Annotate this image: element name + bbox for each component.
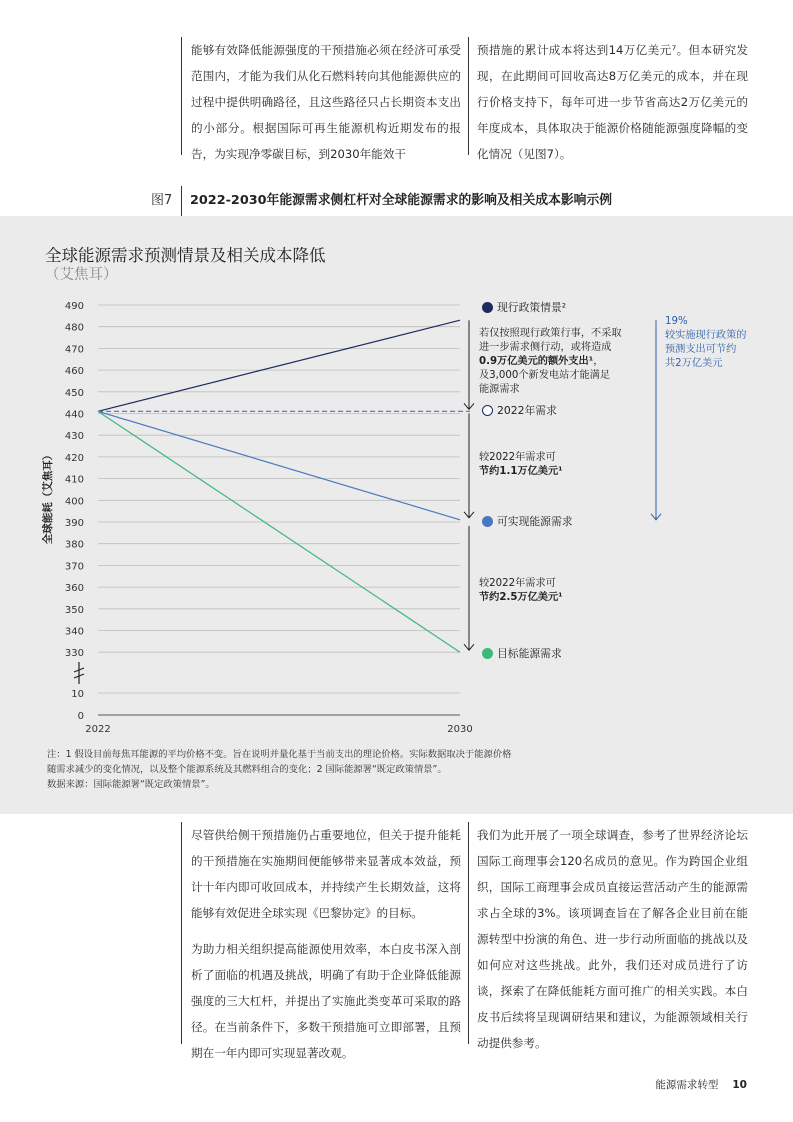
y-tick-410: 410 [64, 474, 84, 486]
policy-note-line-5: 能源需求 [479, 384, 520, 395]
legend-achievable-demand [482, 514, 573, 529]
y-tick-340: 340 [64, 626, 84, 638]
side-savings-note [665, 315, 747, 371]
y-tick-420: 420 [64, 452, 84, 464]
axis-break-icon [74, 662, 84, 684]
page-footer [655, 1077, 747, 1092]
low-savings-note [479, 577, 563, 605]
legend-label-achievable-demand: 可实现能源需求 [497, 515, 573, 528]
low-note-line: 较2022年需求可 [479, 578, 556, 589]
note-line-3: 数据来源：国际能源署“既定政策情景”。 [47, 779, 215, 790]
y-tick-480: 480 [64, 322, 84, 334]
policy-note-line-1: 若仅按照现行政策行事，不采取 [479, 328, 622, 339]
figure-title-rule [181, 186, 182, 216]
top-left-paragraph: 能够有效降低能源强度的干预措施必须在经济可承受范围内，才能为我们从化石燃料转向其他能源供应的过程中提供明确路径，且这些路径只占长期资本支出的小部分。根据国际可再生能源机构近期发布的报告，为实现净零碳目标，到2030年能效干 [191, 43, 461, 161]
figure-label: 图7 [151, 193, 173, 208]
y-tick-490: 490 [64, 301, 84, 312]
y-tick-400: 400 [64, 496, 84, 508]
mid-note-line: 较2022年需求可 [479, 452, 556, 463]
legend-dot-achievable-demand [482, 516, 493, 527]
y-tick-440: 440 [64, 409, 84, 421]
bottom-left-paragraph-1: 尽管供给侧干预措施仍占重要地位，但关于提升能耗的干预措施在实施期间便能够带来显著成本效益，预计十年内即可收回成本，并持续产生长期效益，这将能够有效促进全球实现《巴黎协定》的目标。 [191, 828, 461, 920]
legend-label-target-demand: 目标能源需求 [497, 647, 562, 660]
column-rule-top-right [468, 37, 469, 155]
policy-note-bold: 0.9万亿美元的额外支出¹ [479, 356, 594, 367]
y-tick-380: 380 [64, 539, 84, 551]
y-tick-330: 330 [64, 648, 84, 660]
chart-gridlines [98, 305, 460, 715]
note-line-1: 注：1 假设目前每焦耳能源的平均价格不变。旨在说明并量化基于当前支出的理论价格。实际数据取决于能源价格 [47, 749, 512, 760]
policy-cost-note [479, 327, 649, 397]
y-tick-10: 10 [71, 689, 84, 700]
side-line-3: 共2万亿美元 [665, 358, 723, 369]
bottom-left-column [191, 822, 461, 1076]
y-tick-0: 0 [77, 711, 84, 722]
low-note-bold: 节约2.5万亿美元¹ [479, 592, 563, 603]
bottom-left-paragraph-2: 为助力相关组织提高能源使用效率，本白皮书深入剖析了面临的机遇及挑战，明确了有助于企业降低能源强度的三大杠杆，并提出了实施此类变革可采取的路径。在当前条件下，多数干预措施可立即部署，且预期在一年内即可实现显著改观。 [191, 942, 461, 1060]
legend-dot-target-demand [482, 648, 493, 659]
bottom-right-paragraph: 我们为此开展了一项全球调查，参考了世界经济论坛国际工商理事会120名成员的意见。作为跨国企业组织，国际工商理事会成员直接运营活动产生的能源需求占全球的3%。该项调查旨在了解各企业目前在能源转型中扮演的角色、进一步行动所面临的挑战以及如何应对这些挑战。此外，我们还对成员进行了访谈，探索了在降低能耗方面可推广的相关实践。本白皮书后续将呈现调研结果和建议，为能源领域相关行动提供参考。 [477, 828, 748, 1050]
x-tick-labels [85, 724, 472, 735]
y-tick-350: 350 [64, 604, 84, 616]
series-line-0 [98, 320, 460, 411]
y-tick-470: 470 [64, 344, 84, 356]
series-line-2 [98, 411, 460, 520]
y-tick-370: 370 [64, 561, 84, 573]
line-chart [0, 216, 793, 814]
chart-subtitle: （艾焦耳） [45, 267, 118, 283]
column-rule-bottom-left [181, 822, 182, 1044]
top-right-paragraph: 预措施的累计成本将达到14万亿美元⁷。但本研究发现，在此期间可回收高达8万亿美元的成本，并在现行价格支持下，每年可进一步节省高达2万亿美元的年度成本，具体取决于能源价格随能源强度降幅的变化情况（见图7）。 [477, 43, 748, 161]
x-tick-2030: 2030 [447, 724, 473, 735]
y-tick-450: 450 [64, 387, 84, 399]
policy-note-tail-1: ， [593, 356, 604, 367]
axis-break-mark [74, 662, 84, 684]
legend-dot-current-policy [482, 302, 493, 313]
y-axis-label: 全球能耗（艾焦耳） [42, 449, 54, 545]
y-tick-430: 430 [64, 431, 84, 443]
legend-label-current-policy: 现行政策情景² [497, 301, 567, 314]
legend-target-demand [482, 646, 562, 661]
series-line-3 [98, 411, 460, 652]
y-tick-460: 460 [64, 366, 84, 378]
legend-current-policy [482, 300, 566, 315]
legend-label-2022-demand: 2022年需求 [497, 404, 557, 417]
chart-title: 全球能源需求预测情景及相关成本降低 [45, 246, 326, 265]
legend-2022-demand [482, 403, 557, 418]
page-number: 10 [732, 1079, 747, 1091]
y-tick-360: 360 [64, 583, 84, 595]
side-pct: 19% [665, 316, 688, 327]
chart-notes [47, 747, 567, 792]
column-rule-top-left [181, 37, 182, 155]
side-line-1: 较实施现行政策的 [665, 330, 747, 341]
y-tick-labels [65, 301, 84, 722]
mid-note-bold: 节约1.1万亿美元¹ [479, 466, 563, 477]
side-line-2: 预测支出可节约 [665, 344, 737, 355]
x-tick-2022: 2022 [85, 724, 111, 735]
legend-dot-2022-demand [482, 405, 493, 416]
column-rule-bottom-right [468, 822, 469, 1044]
footer-title: 能源需求转型 [655, 1079, 719, 1091]
mid-savings-note [479, 451, 563, 479]
y-tick-390: 390 [64, 518, 84, 529]
figure-title: 2022-2030年能源需求侧杠杆对全球能源需求的影响及相关成本影响示例 [190, 193, 613, 208]
note-line-2: 随需求减少的变化情况，以及整个能源系统及其燃料组合的变化；2 国际能源署“既定政策情景”。 [47, 764, 447, 775]
policy-note-line-2: 进一步需求侧行动，或将造成 [479, 342, 612, 353]
policy-note-line-4: 及3,000个新发电站才能满足 [479, 370, 611, 381]
